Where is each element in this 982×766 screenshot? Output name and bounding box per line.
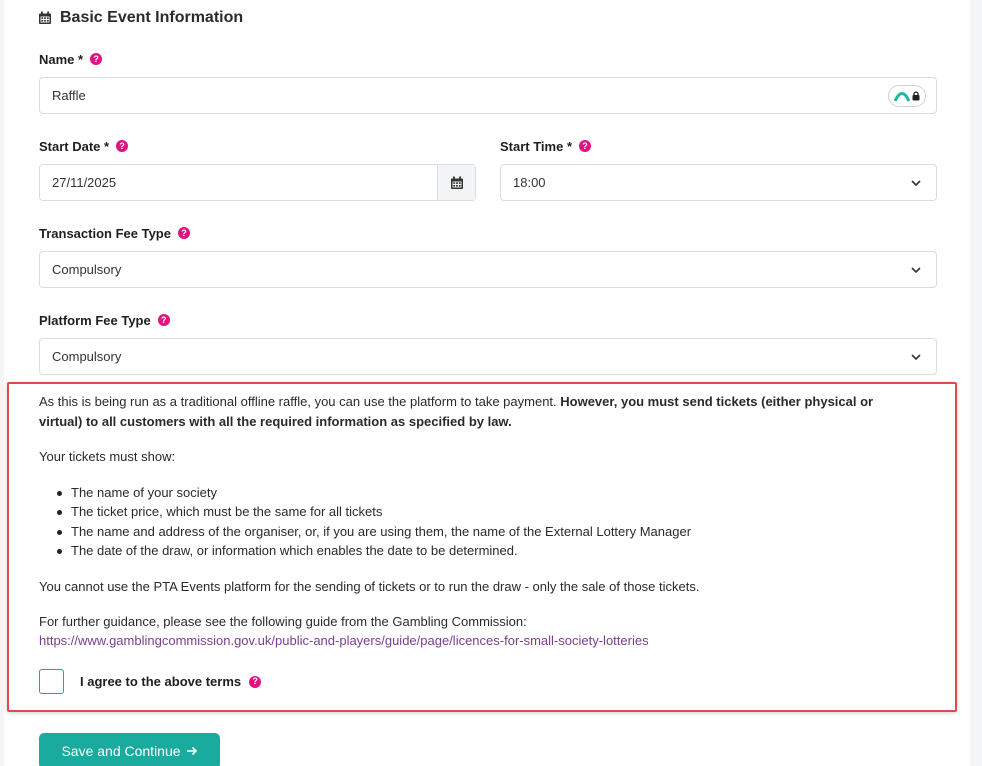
list-item: The name of your society <box>57 483 691 502</box>
section-title: Basic Event Information <box>60 9 244 26</box>
ticket-requirements-list <box>57 483 691 560</box>
save-and-continue-button[interactable] <box>39 733 220 766</box>
calendar-icon <box>450 176 464 190</box>
name-input[interactable] <box>39 77 937 114</box>
start-time-value: 18:00 <box>513 175 546 190</box>
start-date-help-icon[interactable]: ? <box>116 140 128 152</box>
chevron-down-icon <box>910 264 922 276</box>
agree-terms-row <box>39 669 261 694</box>
platform-fee-select[interactable] <box>39 338 937 375</box>
agree-help-icon[interactable]: ? <box>249 676 261 688</box>
notice-intro <box>39 392 919 431</box>
list-item: The name and address of the organiser, or, if you are using them, the name of the External Lottery Manager <box>57 522 691 541</box>
name-label <box>39 51 102 67</box>
password-manager-badge[interactable] <box>888 85 926 107</box>
date-picker-button[interactable] <box>437 165 475 200</box>
start-date-label-text: Start Date * <box>39 138 110 154</box>
restriction-text: You cannot use the PTA Events platform for the sending of tickets or to run the draw - only the sale of those tickets. <box>39 579 700 594</box>
platform-fee-label <box>39 312 170 328</box>
agree-terms-label-text: I agree to the above terms <box>80 674 242 689</box>
transaction-fee-value: Compulsory <box>52 262 122 277</box>
platform-fee-label-text: Platform Fee Type <box>39 312 151 328</box>
notice-intro-bold: However, you must send tickets (either physical or virtual) to all customers with all the required information as specified by law. <box>39 394 874 429</box>
name-input-value: Raffle <box>52 88 86 103</box>
transaction-fee-select[interactable] <box>39 251 937 288</box>
raffle-terms-notice <box>7 382 957 712</box>
section-header <box>38 8 243 28</box>
guidance-text: For further guidance, please see the following guide from the Gambling Commission: <box>39 614 527 629</box>
list-item: The ticket price, which must be the same for all tickets <box>57 502 691 521</box>
save-button-label: Save and Continue <box>61 743 181 759</box>
agree-terms-checkbox[interactable] <box>39 669 64 694</box>
transaction-fee-help-icon[interactable]: ? <box>178 227 190 239</box>
arrow-right-icon <box>186 745 198 757</box>
calendar-icon <box>38 11 52 25</box>
agree-terms-label[interactable] <box>80 674 261 689</box>
name-help-icon[interactable]: ? <box>90 53 102 65</box>
notice-intro-text: As this is being run as a traditional offline raffle, you can use the platform to take payment. <box>39 394 561 409</box>
gambling-commission-link[interactable]: https://www.gamblingcommission.gov.uk/public-and-players/guide/page/licences-for-small-society-lotteries <box>39 633 649 648</box>
start-date-value: 27/11/2025 <box>52 175 117 190</box>
tickets-heading: Your tickets must show: <box>39 449 176 464</box>
start-date-label <box>39 138 128 154</box>
list-item: The date of the draw, or information which enables the date to be determined. <box>57 541 691 560</box>
transaction-fee-label-text: Transaction Fee Type <box>39 225 171 241</box>
platform-fee-help-icon[interactable]: ? <box>158 314 170 326</box>
transaction-fee-label <box>39 225 190 241</box>
platform-fee-value: Compulsory <box>52 349 122 364</box>
start-time-select[interactable] <box>500 164 937 201</box>
start-time-help-icon[interactable]: ? <box>579 140 591 152</box>
start-date-input[interactable] <box>39 164 476 201</box>
password-manager-icon <box>894 90 910 102</box>
lock-icon <box>912 91 920 101</box>
name-label-text: Name * <box>39 51 84 67</box>
start-time-label-text: Start Time * <box>500 138 573 154</box>
start-time-label <box>500 138 591 154</box>
chevron-down-icon <box>910 351 922 363</box>
chevron-down-icon <box>910 177 922 189</box>
